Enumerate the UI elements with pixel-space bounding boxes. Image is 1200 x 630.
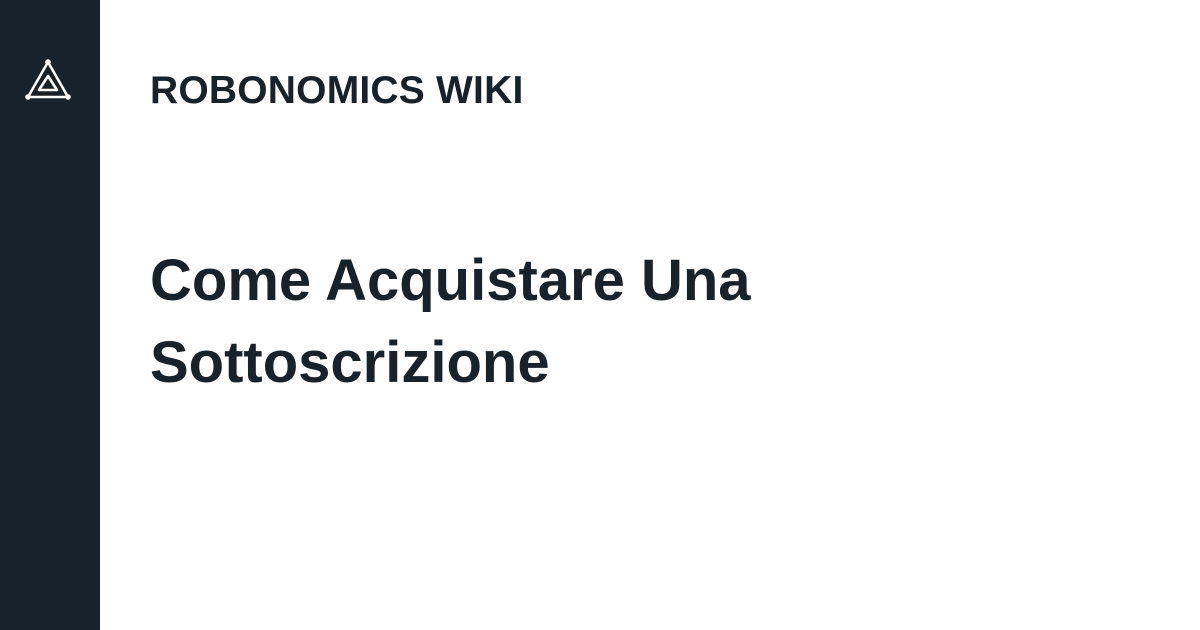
main-content — [150, 0, 1140, 630]
page-title-line-1: Come Acquistare Una — [150, 248, 751, 313]
sidebar — [0, 0, 100, 630]
site-title: ROBONOMICS WIKI — [150, 69, 524, 112]
robonomics-triangle-logo-icon[interactable] — [24, 59, 72, 103]
page-title-line-2: Sottoscrizione — [150, 330, 550, 395]
page-title — [150, 240, 910, 404]
